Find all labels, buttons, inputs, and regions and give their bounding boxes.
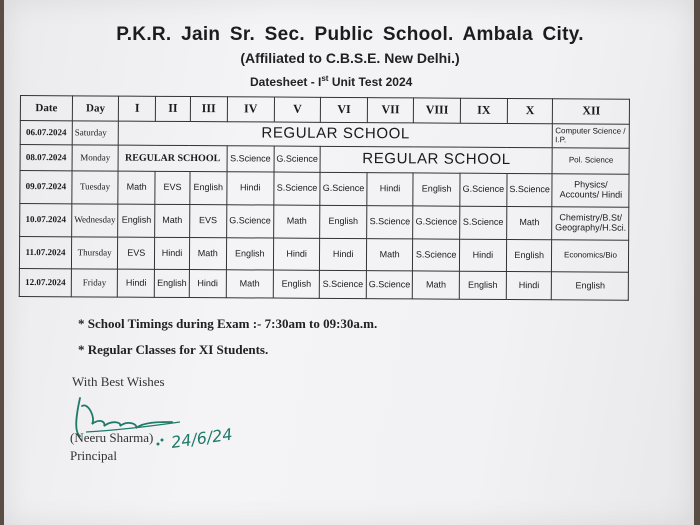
best-wishes: With Best Wishes xyxy=(72,374,165,389)
xii-subject-cell: Physics/ Accounts/ Hindi xyxy=(552,174,629,207)
subject-cell: English xyxy=(190,172,227,205)
date-cell: 06.07.2024 xyxy=(20,121,72,145)
affiliation-line: (Affiliated to C.B.S.E. New Delhi.) xyxy=(240,50,460,66)
date-cell: 08.07.2024 xyxy=(20,145,72,171)
subject-cell: Math xyxy=(273,205,320,238)
subject-cell: Hindi xyxy=(273,238,320,270)
table-row xyxy=(19,237,629,273)
subject-cell: EVS xyxy=(189,205,226,238)
table-row xyxy=(19,268,629,300)
col-header: IV xyxy=(227,97,274,122)
subject-cell: EVS xyxy=(155,171,190,204)
school-name: P.K.R. Jain Sr. Sec. Public School. Ambala City. xyxy=(116,24,584,45)
subject-cell: S.Science xyxy=(366,206,413,239)
col-header: XII xyxy=(553,99,630,124)
principal-title: Principal xyxy=(70,448,117,463)
header-row xyxy=(20,96,630,125)
xii-subject-cell: Chemistry/B.St/ Geography/H.Sci. xyxy=(552,207,629,240)
subject-cell: Hindi xyxy=(189,270,226,298)
subject-cell: Hindi xyxy=(367,173,414,206)
subject-cell: English xyxy=(118,204,155,237)
subject-cell: G.Science xyxy=(320,172,367,205)
subject-cell: Math xyxy=(507,206,553,239)
col-header: VIII xyxy=(414,98,461,123)
subject-cell: S.Science xyxy=(413,239,460,271)
day-cell: Tuesday xyxy=(72,171,118,204)
subject-cell: S.Science xyxy=(460,206,507,239)
date-cell: 10.07.2024 xyxy=(20,204,72,237)
subject-cell: Hindi xyxy=(459,239,506,271)
subject-cell: Math xyxy=(413,271,460,299)
subject-cell: English xyxy=(413,173,460,206)
regular-classes-note: * Regular Classes for XI Students. xyxy=(78,342,269,357)
table-row xyxy=(20,204,630,241)
subject-cell: S.Science xyxy=(274,172,321,205)
col-header: VI xyxy=(321,97,368,122)
datesheet-prefix: Datesheet - I xyxy=(250,75,322,89)
regular-school-cell: REGULAR SCHOOL xyxy=(118,121,552,148)
subject-cell: Math xyxy=(189,238,226,270)
col-header: X xyxy=(507,98,553,123)
xii-subject-cell: Pol. Science xyxy=(552,148,629,174)
subject-cell: Hindi xyxy=(227,172,274,205)
col-header: Date xyxy=(20,96,72,121)
col-header: VII xyxy=(367,98,414,123)
exam-timings-note: * School Timings during Exam :- 7:30am to 09:30a.m. xyxy=(78,316,378,331)
datesheet-heading xyxy=(250,74,412,89)
day-cell: Monday xyxy=(72,145,118,171)
principal-name: (Neeru Sharma) xyxy=(70,430,154,445)
regular-school-cell: REGULAR SCHOOL xyxy=(118,145,227,172)
subject-cell: English xyxy=(459,271,506,299)
col-header: Day xyxy=(72,96,118,121)
date-cell: 09.07.2024 xyxy=(20,171,72,204)
xii-subject-cell: English xyxy=(552,272,629,300)
day-cell: Wednesday xyxy=(72,204,118,237)
col-header: IX xyxy=(460,98,507,123)
xii-subject-cell: Computer Science / I.P. xyxy=(553,124,630,148)
subject-cell: Hindi xyxy=(506,271,552,299)
subject-cell: Hindi xyxy=(320,238,367,270)
day-cell: Saturday xyxy=(72,121,118,145)
subject-cell: S.Science xyxy=(227,146,274,172)
datesheet-ordinal: st xyxy=(321,74,329,83)
xii-subject-cell: Economics/Bio xyxy=(552,240,629,272)
subject-cell: English xyxy=(506,239,552,271)
subject-cell: G.Science xyxy=(226,205,273,238)
subject-cell: English xyxy=(155,269,190,297)
datesheet-table xyxy=(19,95,631,301)
day-cell: Thursday xyxy=(71,237,117,269)
subject-cell: Math xyxy=(155,204,190,237)
datesheet-suffix: Unit Test 2024 xyxy=(328,75,413,89)
subject-cell: Math xyxy=(366,239,413,271)
subject-cell: Math xyxy=(226,270,273,298)
regular-school-cell: REGULAR SCHOOL xyxy=(320,146,552,173)
col-header: III xyxy=(190,97,227,122)
subject-cell: EVS xyxy=(118,237,155,269)
date-cell: 11.07.2024 xyxy=(19,237,71,269)
signature-date: 24/6/24 xyxy=(169,424,234,452)
col-header: V xyxy=(274,97,321,122)
subject-cell: S.Science xyxy=(320,270,367,298)
date-cell: 12.07.2024 xyxy=(19,268,71,296)
subject-cell: English xyxy=(320,205,367,238)
subject-cell: English xyxy=(273,270,320,298)
col-header: I xyxy=(119,96,156,121)
table-row xyxy=(20,145,630,175)
col-header: II xyxy=(156,96,191,121)
subject-cell: G.Science xyxy=(274,146,321,172)
subject-cell: G.Science xyxy=(413,206,460,239)
subject-cell: G.Science xyxy=(366,271,413,299)
day-cell: Friday xyxy=(71,269,117,297)
subject-cell: Hindi xyxy=(155,237,190,269)
subject-cell: Math xyxy=(118,171,155,204)
table-row xyxy=(20,171,630,208)
subject-cell: S.Science xyxy=(507,173,553,206)
subject-cell: English xyxy=(226,238,273,270)
subject-cell: G.Science xyxy=(460,173,507,206)
subject-cell: Hindi xyxy=(118,269,155,297)
